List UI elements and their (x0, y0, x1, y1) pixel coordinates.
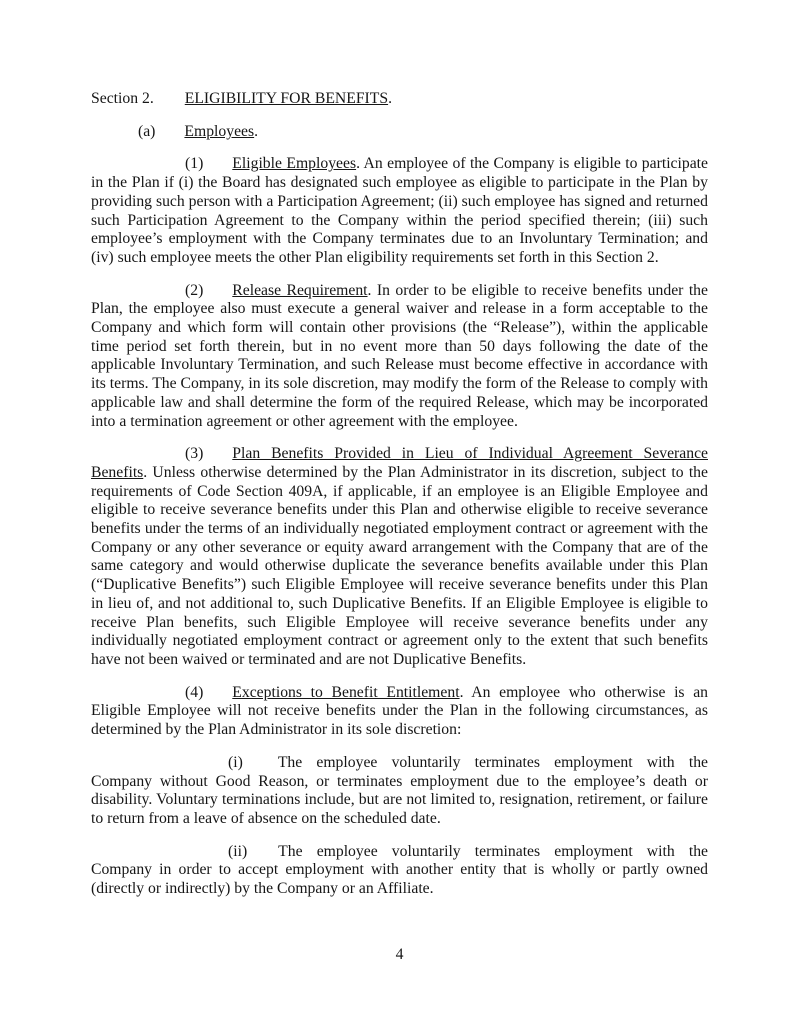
paragraph-1-number: (1) (185, 155, 204, 173)
subparagraph-ii-text: The employee voluntarily terminates employment with the Company in order to accept employment with another entity that is wholly or partly owned (directly or indirectly) by the Company or an Affiliate. (91, 842, 708, 898)
paragraph-4-heading: Exceptions to Benefit Entitlement (232, 683, 460, 701)
page-number: 4 (395, 946, 404, 963)
paragraph-4-number: (4) (185, 683, 204, 701)
paragraph-2 (91, 282, 708, 432)
tab-spacer (203, 167, 232, 168)
subsection-title: Employees (184, 122, 255, 140)
paragraph-2-text: . In order to be eligible to receive benefits under the Plan, the employee also must execute a general waiver and release in a form acceptable to the Company and which form will contain other provisions (the “Release”), within the applicable time period set forth therein, but in no event more than 50 days following the date of the applicable Involuntary Termination, and such Release must become effective in accordance with its terms. The Company, in its sole discretion, may modify the form of the Release to comply with applicable law and shall determine the form of the required Release, which may be incorporated into a termination agreement or other agreement with the employee. (91, 281, 708, 430)
subparagraph-i-number: (i) (228, 753, 243, 771)
section-title-period: . (388, 90, 393, 107)
tab-spacer (155, 135, 184, 136)
subsection-heading (91, 123, 708, 142)
paragraph-3-heading: Plan Benefits Provided in Lieu of Individual Agreement Severance Benefits (91, 445, 708, 481)
paragraph-4 (91, 684, 708, 740)
tab-spacer (154, 102, 185, 103)
paragraph-3-text: . Unless otherwise determined by the Plan Administrator in its discretion, subject to the requirements of Code Section 409A, if applicable, if an employee is an Eligible Employee and eligible to receive severance benefits under this Plan and otherwise eligible to receive severance benefits under the terms of an individually negotiated employment contract or agreement with the Company or any other severance or equity award arrangement with the Company that are of the same category and would otherwise duplicate the severance benefits available under this Plan (“Duplicative Benefits”) such Eligible Employee will receive severance benefits under this Plan in lieu of, and not additional to, such Duplicative Benefits. If an Eligible Employee is eligible to receive Plan benefits, such Eligible Employee will receive severance benefits under any individually negotiated employment contract or agreement only to the extent that such benefits have not been waived or terminated and are not Duplicative Benefits. (91, 463, 708, 668)
tab-spacer (203, 294, 232, 295)
section-label: Section 2. (91, 90, 154, 107)
paragraph-2-heading: Release Requirement (232, 281, 368, 299)
subparagraph-ii (91, 843, 708, 899)
section-heading (91, 90, 708, 109)
paragraph-3 (91, 445, 708, 669)
paragraph-2-number: (2) (185, 281, 204, 299)
tab-spacer (203, 696, 232, 697)
subparagraph-i-text: The employee voluntarily terminates employment with the Company without Good Reason, or terminates employment due to the employee’s death or disability. Voluntary terminations include, but are not limited to, resignation, retirement, or failure to return from a leave of absence on the scheduled date. (91, 753, 708, 827)
paragraph-1 (91, 155, 708, 267)
subparagraph-i (91, 754, 708, 829)
tab-spacer (203, 457, 232, 458)
paragraph-4-text: . An employee who otherwise is an Eligible Employee will not receive benefits under the Plan in the following circumstances, as determined by the Plan Administrator in its sole discretion: (91, 683, 709, 739)
paragraph-1-heading: Eligible Employees (232, 155, 357, 173)
paragraph-1-text: . An employee of the Company is eligible to participate in the Plan if (i) the Board has designated such employee as eligible to participate in the Plan by providing such person with a Participation Agreement; (ii) such employee has signed and returned such Participation Agreement to the Company within the period specified therein; (iii) such employee’s employment with the Company terminates due to an Involuntary Termination; and (iv) such employee meets the other Plan eligibility requirements set forth in this Section 2. (91, 155, 709, 266)
subsection-label: (a) (138, 122, 156, 140)
subparagraph-ii-number: (ii) (228, 842, 248, 860)
tab-spacer (247, 855, 278, 856)
paragraph-3-number: (3) (185, 445, 204, 463)
section-title: ELIGIBILITY FOR BENEFITS (184, 90, 389, 107)
tab-spacer (243, 766, 278, 767)
subsection-title-period: . (254, 122, 259, 140)
